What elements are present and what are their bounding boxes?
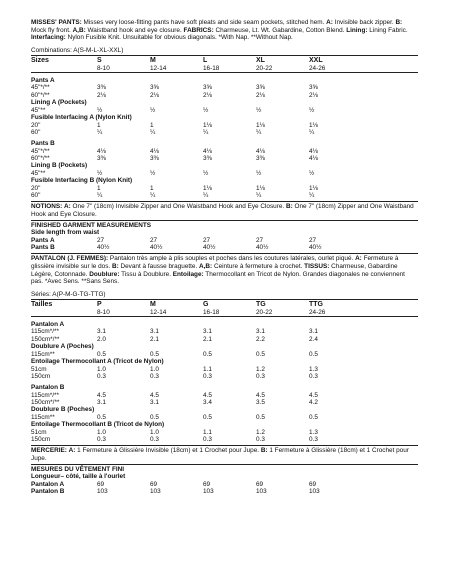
table-cell: 3.1 bbox=[97, 399, 106, 406]
table-cell: 4⅛ bbox=[309, 155, 318, 163]
table-row bbox=[31, 129, 418, 136]
table-cell: 0.5 bbox=[309, 413, 318, 421]
section-title: Fusible Interfacing B (Nylon Knit) bbox=[31, 177, 133, 185]
table-cell: ½ bbox=[150, 169, 156, 177]
table-cell: 3.1 bbox=[150, 399, 159, 406]
table-cell: 3.1 bbox=[203, 328, 212, 336]
table-cell: 103 bbox=[97, 488, 108, 496]
table-cell: 4⅛ bbox=[256, 147, 265, 155]
table-cell: 0.3 bbox=[203, 372, 212, 380]
table-cell: 1⅛ bbox=[256, 184, 265, 192]
row-label: 150cm bbox=[31, 372, 51, 380]
table-cell: 1.1 bbox=[203, 365, 212, 373]
table-cell: 0.3 bbox=[150, 372, 159, 380]
section-title: Pantalon A bbox=[31, 320, 65, 328]
en-yardage-table bbox=[31, 77, 418, 200]
table-cell: 103 bbox=[203, 488, 214, 496]
table-cell: ¼ bbox=[150, 128, 156, 136]
table-row bbox=[31, 429, 418, 436]
table-cell: 1 bbox=[97, 121, 101, 129]
table-row bbox=[31, 244, 418, 251]
table-cell: ¼ bbox=[97, 192, 103, 200]
fr-finished-title: MESURES DU VÊTEMENT FINI bbox=[31, 465, 125, 473]
en-size-range: 20-22 bbox=[256, 64, 273, 72]
row-label: 51cm bbox=[31, 428, 47, 436]
table-cell: 40½ bbox=[150, 244, 163, 252]
row-label: 115cm** bbox=[31, 413, 55, 421]
row-label: 150cm bbox=[31, 436, 51, 444]
table-row bbox=[31, 148, 418, 155]
table-cell: ¼ bbox=[203, 128, 209, 136]
fr-series: Séries: A(P-M-G-TG-TTG) bbox=[31, 290, 106, 298]
row-label: 150cm*/** bbox=[31, 335, 60, 343]
table-cell: 3⅝ bbox=[309, 84, 318, 92]
table-cell: 40½ bbox=[203, 244, 216, 252]
table-row bbox=[31, 351, 418, 358]
table-cell: ½ bbox=[97, 106, 103, 114]
table-cell: 0.5 bbox=[150, 350, 159, 358]
en-size: XL bbox=[256, 57, 265, 65]
table-cell: 4.5 bbox=[256, 391, 265, 399]
en-size: S bbox=[97, 57, 102, 65]
table-row bbox=[31, 185, 418, 192]
fr-metrage-table bbox=[31, 321, 418, 444]
table-cell: 4.5 bbox=[203, 391, 212, 399]
table-cell: 4⅛ bbox=[309, 147, 318, 155]
table-row bbox=[31, 436, 418, 443]
table-cell: 0.5 bbox=[309, 350, 318, 358]
table-row bbox=[31, 373, 418, 380]
table-cell: 1.2 bbox=[256, 365, 265, 373]
fr-size: TG bbox=[256, 301, 266, 309]
section-title: Entoilage Thermocollant B (Tricot de Nylon) bbox=[31, 421, 165, 429]
table-cell: 0.3 bbox=[97, 436, 106, 444]
table-cell: 27 bbox=[150, 236, 158, 244]
en-combinations: Combinations: A(S-M-L-XL-XXL) bbox=[31, 46, 124, 54]
table-cell: 1.2 bbox=[256, 428, 265, 436]
fr-size: G bbox=[203, 301, 209, 309]
row-label: Pants B bbox=[31, 244, 55, 252]
table-row bbox=[31, 414, 418, 421]
table-row bbox=[31, 155, 418, 162]
table-cell: 1⅛ bbox=[256, 121, 265, 129]
table-cell: 103 bbox=[309, 488, 320, 496]
table-cell: 4⅛ bbox=[150, 147, 159, 155]
table-cell: 1.0 bbox=[97, 365, 106, 373]
en-finished-sub: Side length from waist bbox=[31, 229, 100, 237]
table-cell: 3.4 bbox=[203, 399, 212, 406]
en-size-range: 12-14 bbox=[150, 64, 167, 72]
en-size-range: 24-26 bbox=[309, 64, 326, 72]
table-cell: 0.5 bbox=[97, 350, 106, 358]
en-size: L bbox=[203, 57, 208, 65]
table-cell: 3⅝ bbox=[256, 84, 265, 92]
fr-size-header bbox=[31, 299, 418, 317]
table-cell: ½ bbox=[309, 106, 315, 114]
row-label: Pantalon B bbox=[31, 488, 65, 496]
table-cell: 0.3 bbox=[256, 372, 265, 380]
table-cell: 69 bbox=[256, 480, 264, 488]
row-label: 115cm*/** bbox=[31, 391, 59, 399]
table-cell: 4.2 bbox=[309, 399, 318, 406]
table-cell: 1⅛ bbox=[203, 121, 212, 129]
section-title: Lining B (Pockets) bbox=[31, 162, 88, 170]
table-cell: 1 bbox=[150, 184, 154, 192]
fr-size-range: 20-22 bbox=[256, 308, 273, 316]
table-cell: 3.1 bbox=[256, 328, 265, 336]
table-cell: 0.3 bbox=[150, 436, 159, 444]
row-label: 60" bbox=[31, 128, 41, 136]
table-cell: 2⅛ bbox=[150, 91, 159, 99]
row-label: Pants A bbox=[31, 236, 55, 244]
row-label: 45"*/** bbox=[31, 147, 50, 155]
table-cell: 1.0 bbox=[150, 428, 159, 436]
table-cell: 0.5 bbox=[203, 350, 212, 358]
table-cell: 1⅛ bbox=[203, 184, 212, 192]
table-cell: 3⅝ bbox=[150, 84, 159, 92]
section-title: Fusible Interfacing A (Nylon Knit) bbox=[31, 113, 132, 121]
fr-size-range: 12-14 bbox=[150, 308, 167, 316]
table-cell: 0.3 bbox=[309, 436, 318, 444]
table-cell: ¼ bbox=[150, 192, 156, 200]
table-cell: 2⅛ bbox=[256, 91, 265, 99]
row-label: 60"*/** bbox=[31, 155, 50, 163]
section-title: Pants B bbox=[31, 140, 55, 148]
table-cell: 3⅝ bbox=[203, 84, 212, 92]
table-row bbox=[31, 92, 418, 99]
table-cell: ¼ bbox=[256, 128, 262, 136]
table-cell: 4.5 bbox=[150, 391, 159, 399]
table-cell: 0.3 bbox=[203, 436, 212, 444]
table-cell: 0.5 bbox=[256, 350, 265, 358]
fr-mercerie: MERCERIE: A: 1 Fermeture à Glissière Invisible (18cm) et 1 Crochet pour Jupe. B: 1 Fermeture à Glissière (18cm) et 1 Crochet pour Jupe. bbox=[31, 445, 418, 462]
row-label: Pantalon A bbox=[31, 480, 65, 488]
table-cell: 103 bbox=[256, 488, 267, 496]
table-cell: 40½ bbox=[97, 244, 110, 252]
row-label: 45"** bbox=[31, 106, 46, 114]
table-cell: 2.2 bbox=[256, 335, 265, 343]
fr-size-range: 24-26 bbox=[309, 308, 326, 316]
section-title: Pants A bbox=[31, 76, 55, 84]
fr-sizes-label: Tailles bbox=[31, 301, 53, 309]
table-cell: 2⅛ bbox=[97, 91, 106, 99]
table-row bbox=[31, 237, 418, 244]
section-title: Doublure B (Poches) bbox=[31, 406, 95, 414]
fr-intro: PANTALON (J. FEMMES): Pantalon très ample à plis souples et poches dans les coutures latérales, ourlet piqué. A: Fermeture à glissière invisible sur le dos. B: Devant à fausse braguette. A,B: Ceinture à fermeture à crochet. TISSUS: Charmeuse, Gabardine Légère, Cotonnade. Doublure: Tissu à Doublure. Entoilage: Thermocollant en Tricot de Nylon. Grandes diagonales ne conviennent pas. *Avec Sens. **Sans Sens. bbox=[31, 253, 418, 285]
table-cell: ¼ bbox=[309, 192, 315, 200]
row-label: 45"** bbox=[31, 169, 46, 177]
table-cell: 1.1 bbox=[203, 428, 212, 436]
fr-size: M bbox=[150, 301, 156, 309]
table-cell: 2.0 bbox=[97, 335, 106, 343]
table-cell: ¼ bbox=[256, 192, 262, 200]
table-row bbox=[31, 84, 418, 91]
en-finished-title: FINISHED GARMENT MEASUREMENTS bbox=[31, 221, 152, 229]
en-size: M bbox=[150, 57, 156, 65]
section-title: Lining A (Pockets) bbox=[31, 99, 87, 107]
table-cell: 1 bbox=[150, 121, 154, 129]
table-cell: 69 bbox=[309, 480, 317, 488]
table-cell: 1⅛ bbox=[309, 184, 318, 192]
table-cell: 4.5 bbox=[309, 391, 318, 399]
table-cell: 1.0 bbox=[97, 428, 106, 436]
section-title: Doublure A (Poches) bbox=[31, 343, 94, 351]
fr-finished-measurements bbox=[31, 464, 418, 496]
section-title: Entoilage Thermocollant A (Tricot de Nylon) bbox=[31, 357, 164, 365]
table-cell: 4.5 bbox=[97, 391, 106, 399]
table-cell: 3.1 bbox=[150, 328, 159, 336]
table-cell: 1.3 bbox=[309, 428, 318, 436]
en-intro: MISSES' PANTS: Misses very loose-fitting pants have soft pleats and side seam pockets, stitched hem. A: Invisible back zipper. B: Mock fly front. A,B: Waistband hook and eye closure. FABRICS: Charmeuse, Lt. Wt. Gabardine, Cotton Blend. Lining: Lining Fabric. Interfacing: Nylon Fusible Knit. Unsuitable for obvious diagonals. *With Nap. **Without Nap. bbox=[31, 19, 408, 42]
table-cell: 4⅛ bbox=[97, 147, 106, 155]
row-label: 45"*/** bbox=[31, 84, 50, 92]
table-cell: 0.3 bbox=[97, 372, 106, 380]
en-sizes-label: Sizes bbox=[31, 57, 49, 65]
table-cell: ½ bbox=[256, 106, 262, 114]
table-cell: 69 bbox=[97, 480, 105, 488]
table-row bbox=[31, 399, 418, 406]
row-label: 20" bbox=[31, 121, 41, 129]
table-cell: 27 bbox=[256, 236, 264, 244]
row-label: 60"*/** bbox=[31, 91, 50, 99]
table-cell: 4⅛ bbox=[203, 147, 212, 155]
table-cell: 103 bbox=[150, 488, 161, 496]
table-cell: ½ bbox=[203, 106, 209, 114]
table-cell: 3.1 bbox=[309, 328, 318, 336]
row-label: 20" bbox=[31, 184, 41, 192]
table-cell: ½ bbox=[150, 106, 156, 114]
table-cell: 27 bbox=[203, 236, 211, 244]
table-cell: 2.4 bbox=[309, 335, 318, 343]
row-label: 115cm*/** bbox=[31, 328, 59, 336]
table-cell: 69 bbox=[150, 480, 158, 488]
table-cell: 1.3 bbox=[309, 365, 318, 373]
table-cell: 27 bbox=[309, 236, 317, 244]
table-cell: 3⅜ bbox=[97, 84, 106, 92]
row-label: 115cm** bbox=[31, 350, 55, 358]
table-row bbox=[31, 392, 418, 399]
en-size-range: 16-18 bbox=[203, 64, 220, 72]
table-row bbox=[31, 170, 418, 177]
table-cell: ¼ bbox=[309, 128, 315, 136]
fr-finished-sub: Longueur– côté, taille à l'ourlet bbox=[31, 473, 126, 481]
table-cell: ½ bbox=[97, 169, 103, 177]
table-cell: 40½ bbox=[256, 244, 269, 252]
en-finished-measurements bbox=[31, 220, 418, 252]
table-cell: 27 bbox=[97, 236, 105, 244]
table-row bbox=[31, 122, 418, 129]
en-size-range: 8-10 bbox=[97, 64, 110, 72]
table-cell: 2⅛ bbox=[309, 91, 318, 99]
table-row bbox=[31, 481, 418, 488]
table-cell: 69 bbox=[203, 480, 211, 488]
table-cell: ½ bbox=[309, 169, 315, 177]
en-size-header bbox=[31, 55, 418, 73]
table-cell: 2.1 bbox=[203, 335, 212, 343]
table-row bbox=[31, 366, 418, 373]
table-cell: 2.1 bbox=[150, 335, 159, 343]
table-cell: ½ bbox=[256, 169, 262, 177]
table-cell: 1⅛ bbox=[309, 121, 318, 129]
table-cell: 3.5 bbox=[256, 399, 265, 406]
fr-size: P bbox=[97, 301, 102, 309]
table-cell: 3⅜ bbox=[256, 155, 265, 163]
table-row bbox=[31, 488, 418, 495]
table-cell: 1.0 bbox=[150, 365, 159, 373]
table-cell: 3⅜ bbox=[203, 155, 212, 163]
row-label: 150cm*/** bbox=[31, 399, 60, 406]
table-row bbox=[31, 336, 418, 343]
table-cell: 40½ bbox=[309, 244, 322, 252]
table-cell: ¼ bbox=[97, 128, 103, 136]
table-cell: 3⅜ bbox=[150, 155, 159, 163]
table-cell: ¼ bbox=[203, 192, 209, 200]
row-label: 51cm bbox=[31, 365, 47, 373]
table-cell: 1 bbox=[97, 184, 101, 192]
table-row bbox=[31, 328, 418, 335]
table-cell: 0.3 bbox=[309, 372, 318, 380]
table-cell: 3.1 bbox=[97, 328, 106, 336]
fr-size-range: 16-18 bbox=[203, 308, 220, 316]
section-title: Pantalon B bbox=[31, 384, 65, 392]
table-cell: 0.3 bbox=[256, 436, 265, 444]
en-size: XXL bbox=[309, 57, 323, 65]
table-row bbox=[31, 107, 418, 114]
table-cell: 3⅜ bbox=[97, 155, 106, 163]
table-cell: 2⅛ bbox=[203, 91, 212, 99]
fr-size: TTG bbox=[309, 301, 323, 309]
fr-size-range: 8-10 bbox=[97, 308, 110, 316]
table-row bbox=[31, 192, 418, 199]
en-notions: NOTIONS: A: One 7" (18cm) Invisible Zipper and One Waistband Hook and Eye Closure. B: One 7" (18cm) Zipper and One Waistband Hook and Eye Closure. bbox=[31, 201, 418, 218]
row-label: 60" bbox=[31, 192, 41, 200]
table-cell: 0.5 bbox=[150, 413, 159, 421]
table-cell: 0.5 bbox=[256, 413, 265, 421]
table-cell: 0.5 bbox=[97, 413, 106, 421]
table-cell: ½ bbox=[203, 169, 209, 177]
table-cell: 0.5 bbox=[203, 413, 212, 421]
